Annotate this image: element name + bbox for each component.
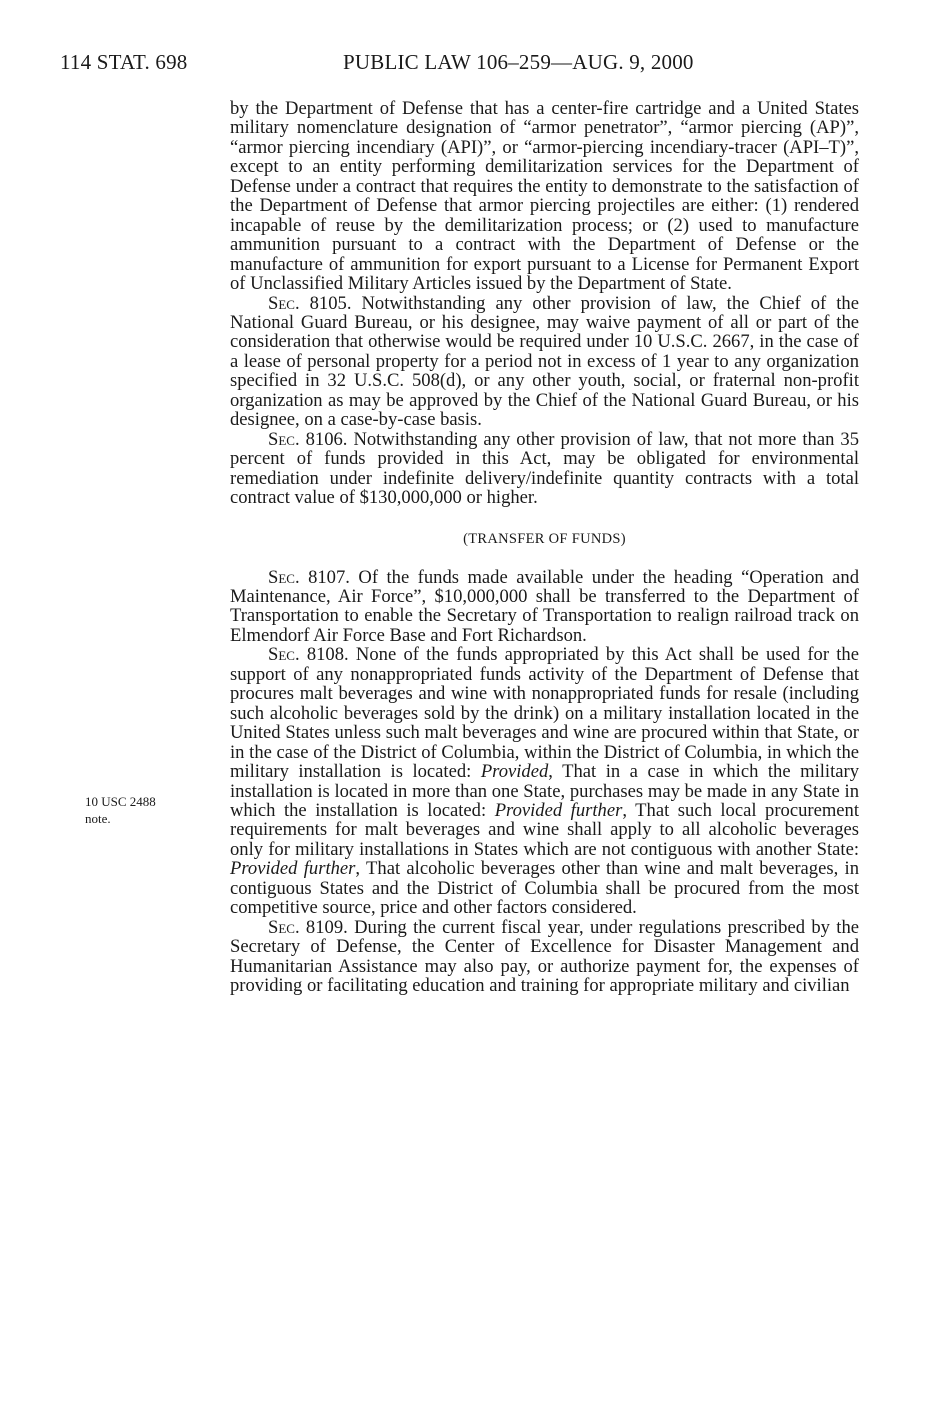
section-text: , That in a case in which the military installation is located in more than one State, purchases may be made in any State in which the installation is located:: [230, 761, 859, 821]
section-label: Sec. 8108.: [268, 644, 349, 666]
public-law-title: PUBLIC LAW 106–259—AUG. 9, 2000: [343, 50, 694, 74]
body-text-column: [230, 99, 859, 995]
section-text: During the current fiscal year, under regulations prescribed by the Secretary of Defense, the Center of Excellence for Disaster Management and Humanitarian Assistance may also pay, or authorize payment for, the expenses of providing or facilitating education and training for appropriate military and civilian: [230, 916, 860, 997]
section-text: , That such local procurement requirements for malt beverages and wine shall apply to all alcoholic beverages only for military installations in States which are not contiguous with another State:: [230, 799, 860, 860]
proviso-italic: Provided further: [494, 799, 623, 821]
transfer-of-funds-heading: (TRANSFER OF FUNDS): [463, 530, 626, 547]
paragraph-continuation: by the Department of Defense that has a center-fire cartridge and a United States military nomenclature designation of “armor penetrator”, “armor piercing (AP)”, “armor piercing incendiary (API)”, or “armor-piercing incendiary-tracer (API–T)”, except to an entity performing demilitarization services for the Department of Defense under a contract that requires the entity to demonstrate to the satisfaction of the Department of Defense that armor piercing projectiles are either: (1) rendered incapable of reuse by the demilitarization process; or (2) used to manufacture ammunition pursuant to a contract with the Department of Defense or the manufacture of ammunition for export pursuant to a License for Permanent Export of Unclassified Military Articles issued by the Department of State.: [230, 98, 859, 295]
running-header: [60, 50, 860, 76]
section-8109: [230, 918, 859, 996]
margin-note-suffix: note.: [85, 811, 111, 826]
section-text: Notwithstanding any other provision of law, the Chief of the National Guard Bureau, or his designee, may waive payment of all or part of the consideration that otherwise would be required under 10 U.S.C. 2667, in the case of a lease of personal property for a period not in excess of 1 year to any organization specified in 32 U.S.C. 508(d), or any other youth, social, or fraternal non-profit organization as may be approved by the Chief of the National Guard Bureau, or his designee, on a case-by-case basis.: [230, 292, 859, 431]
section-text: Of the funds made available under the heading “Operation and Maintenance, Air Force”, $10,000,000 shall be transferred to the Department of Transportation to enable the Secretary of Transportation to realign railroad track on Elmendorf Air Force Base and Fort Richardson.: [230, 566, 859, 646]
section-label: Sec. 8105.: [268, 292, 352, 314]
section-text: Notwithstanding any other provision of law, that not more than 35 percent of funds provided in this Act, may be obligated for environmental remediation under indefinite delivery/indefinite quantity contracts with a total contract value of $130,000,000 or higher.: [230, 428, 859, 509]
section-8106: [230, 430, 859, 508]
section-8107: [230, 568, 859, 646]
section-label: Sec. 8106.: [268, 428, 348, 450]
section-label: Sec. 8109.: [268, 916, 348, 938]
proviso-italic: Provided: [480, 761, 549, 783]
margin-note: [85, 793, 205, 827]
section-text: , That alcoholic beverages other than wine and malt beverages, in contiguous States and the District of Columbia shall be procured from the most competitive source, price and other factors considered.: [230, 858, 859, 919]
proviso-italic: Provided further: [230, 858, 356, 880]
section-text: None of the funds appropriated by this Act shall be used for the support of any nonappropriated funds activity of the Department of Defense that procures malt beverages and wine with nonappropriated funds for resale (including such alcoholic beverages sold by the drink) on a military installation located in the United States unless such malt beverages and wine are procured within that State, or in the case of the District of Columbia, within the District of Columbia, in which the military installation is located:: [230, 644, 859, 783]
section-8108: [230, 645, 859, 917]
section-label: Sec. 8107.: [268, 566, 350, 588]
section-8105: [230, 294, 859, 430]
statute-page-number: 114 STAT. 698: [60, 50, 188, 74]
margin-note-citation: 10 USC 2488: [85, 794, 156, 809]
